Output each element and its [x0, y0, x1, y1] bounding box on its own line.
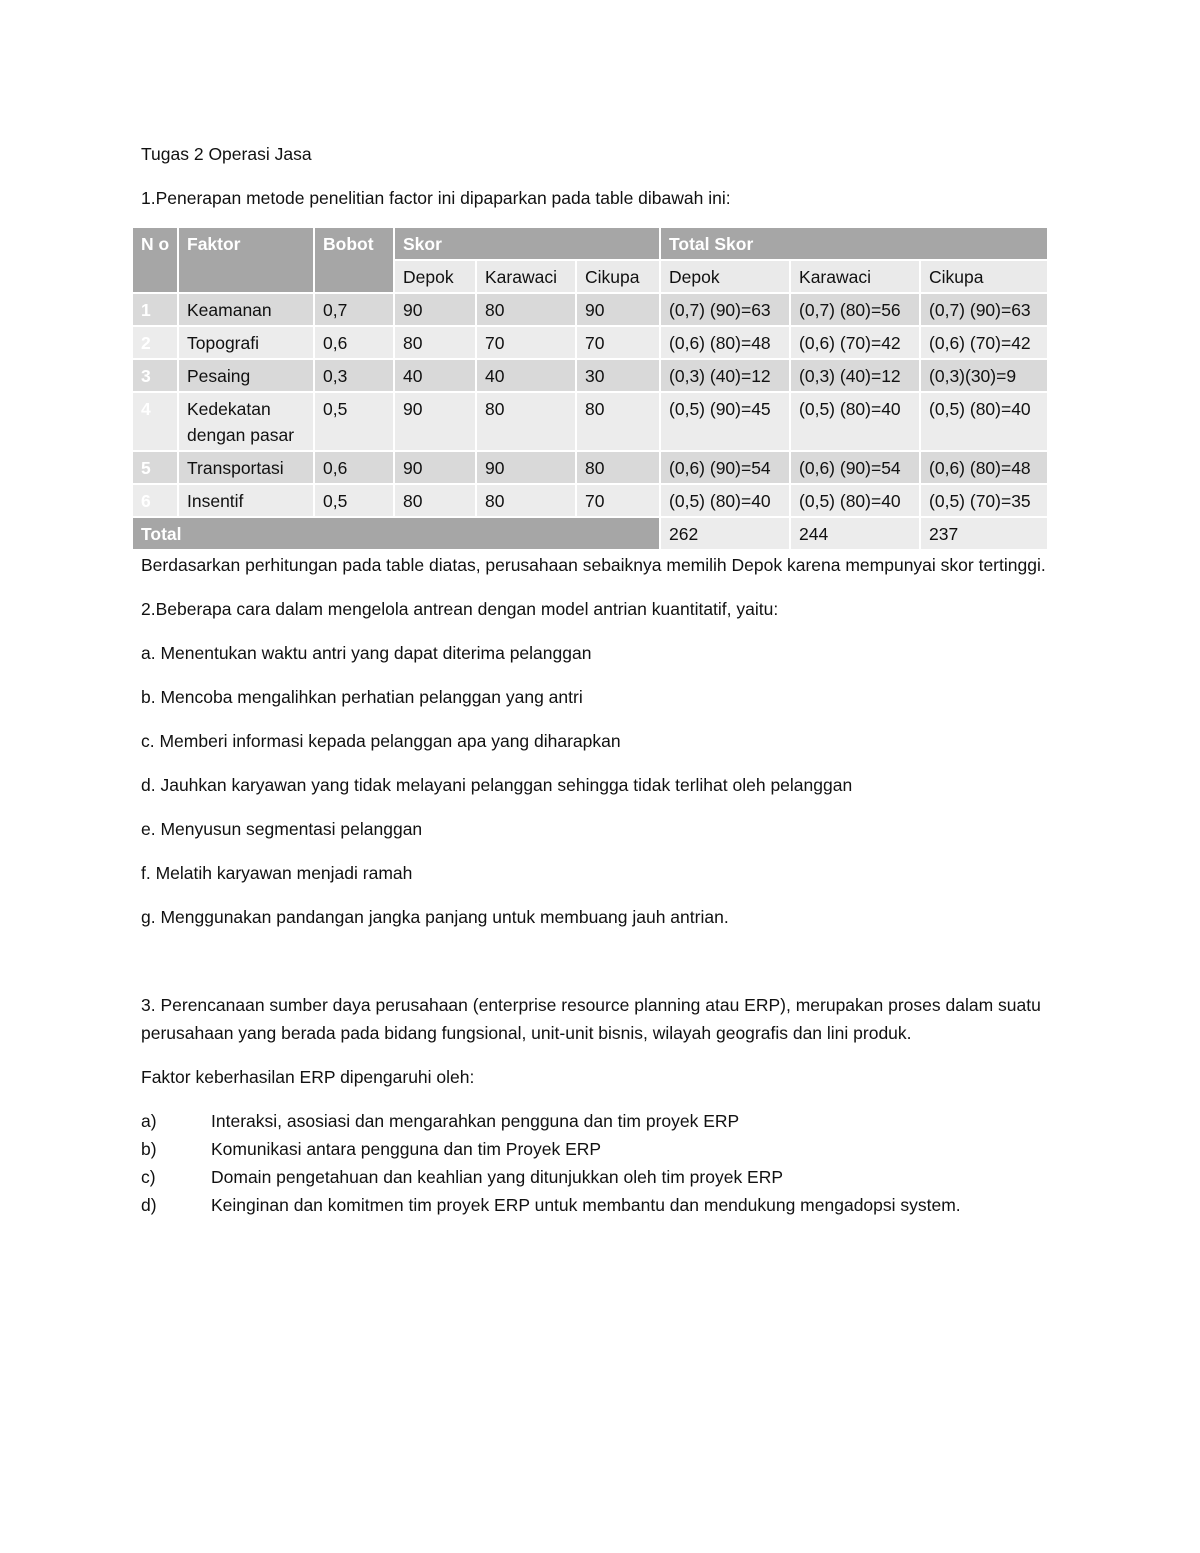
- row-bobot: 0,7: [314, 293, 394, 326]
- subheader-skor-karawaci: Karawaci: [476, 260, 576, 293]
- row-skor-cikupa: 70: [576, 484, 660, 517]
- list-item-text: Keinginan dan komitmen tim proyek ERP untuk membantu dan mendukung mengadopsi system.: [211, 1195, 961, 1215]
- row-skor-depok: 40: [394, 359, 476, 392]
- row-total-cikupa: (0,5) (80)=40: [920, 392, 1048, 451]
- row-skor-karawaci: 80: [476, 392, 576, 451]
- row-number: 6: [132, 484, 178, 517]
- row-faktor: Kedekatan dengan pasar: [178, 392, 314, 451]
- list-item: a. Menentukan waktu antri yang dapat diterima pelanggan: [141, 643, 592, 663]
- subheader-total-karawaci: Karawaci: [790, 260, 920, 293]
- list-item: [141, 1163, 1051, 1191]
- list-item: g. Menggunakan pandangan jangka panjang untuk membuang jauh antrian.: [141, 907, 729, 927]
- row-faktor: Pesaing: [178, 359, 314, 392]
- total-cikupa: 237: [920, 517, 1048, 550]
- list-item-text: Interaksi, asosiasi dan mengarahkan pengguna dan tim proyek ERP: [211, 1111, 740, 1131]
- row-skor-cikupa: 80: [576, 392, 660, 451]
- row-faktor: Transportasi: [178, 451, 314, 484]
- row-bobot: 0,6: [314, 326, 394, 359]
- list-item: e. Menyusun segmentasi pelanggan: [141, 819, 423, 839]
- row-skor-depok: 90: [394, 293, 476, 326]
- table-row: [132, 293, 1048, 326]
- row-total-cikupa: (0,5) (70)=35: [920, 484, 1048, 517]
- row-skor-depok: 80: [394, 484, 476, 517]
- document-page: [141, 140, 1051, 1219]
- row-total-karawaci: (0,3) (40)=12: [790, 359, 920, 392]
- table-row: [132, 484, 1048, 517]
- row-skor-cikupa: 70: [576, 326, 660, 359]
- table-row: [132, 392, 1048, 451]
- row-skor-cikupa: 80: [576, 451, 660, 484]
- row-total-depok: (0,6) (80)=48: [660, 326, 790, 359]
- row-number: 4: [132, 392, 178, 451]
- row-bobot: 0,3: [314, 359, 394, 392]
- row-total-depok: (0,5) (80)=40: [660, 484, 790, 517]
- row-number: 5: [132, 451, 178, 484]
- row-number: 1: [132, 293, 178, 326]
- row-skor-cikupa: 30: [576, 359, 660, 392]
- table-row: [132, 326, 1048, 359]
- row-skor-depok: 90: [394, 392, 476, 451]
- row-skor-karawaci: 80: [476, 484, 576, 517]
- row-skor-cikupa: 90: [576, 293, 660, 326]
- row-skor-depok: 90: [394, 451, 476, 484]
- document-title: Tugas 2 Operasi Jasa: [141, 144, 312, 164]
- row-total-karawaci: (0,5) (80)=40: [790, 392, 920, 451]
- total-label: Total: [132, 517, 660, 550]
- row-skor-karawaci: 70: [476, 326, 576, 359]
- row-total-karawaci: (0,7) (80)=56: [790, 293, 920, 326]
- list-item: d. Jauhkan karyawan yang tidak melayani pelanggan sehingga tidak terlihat oleh pelanggan: [141, 775, 853, 795]
- row-total-depok: (0,5) (90)=45: [660, 392, 790, 451]
- question-2-intro: 2.Beberapa cara dalam mengelola antrean dengan model antrian kuantitatif, yaitu:: [141, 599, 779, 619]
- total-row: [132, 517, 1048, 550]
- row-bobot: 0,5: [314, 484, 394, 517]
- header-total-skor: Total Skor: [660, 227, 1048, 260]
- row-faktor: Keamanan: [178, 293, 314, 326]
- row-total-cikupa: (0,7) (90)=63: [920, 293, 1048, 326]
- header-faktor: Faktor: [178, 227, 314, 293]
- list-item-text: Domain pengetahuan dan keahlian yang ditunjukkan oleh tim proyek ERP: [211, 1167, 784, 1187]
- row-total-depok: (0,6) (90)=54: [660, 451, 790, 484]
- list-item-label: a): [141, 1111, 157, 1131]
- list-item-label: b): [141, 1139, 157, 1159]
- total-karawaci: 244: [790, 517, 920, 550]
- question-1-intro: 1.Penerapan metode penelitian factor ini dipaparkan pada table dibawah ini:: [141, 188, 731, 208]
- row-skor-depok: 80: [394, 326, 476, 359]
- row-faktor: Insentif: [178, 484, 314, 517]
- row-bobot: 0,6: [314, 451, 394, 484]
- erp-factors-intro: Faktor keberhasilan ERP dipengaruhi oleh:: [141, 1067, 475, 1087]
- row-number: 2: [132, 326, 178, 359]
- subheader-skor-depok: Depok: [394, 260, 476, 293]
- row-total-cikupa: (0,6) (80)=48: [920, 451, 1048, 484]
- subheader-total-depok: Depok: [660, 260, 790, 293]
- row-total-karawaci: (0,6) (90)=54: [790, 451, 920, 484]
- list-item: f. Melatih karyawan menjadi ramah: [141, 863, 413, 883]
- header-no: N o: [132, 227, 178, 293]
- row-total-depok: (0,3) (40)=12: [660, 359, 790, 392]
- header-skor: Skor: [394, 227, 660, 260]
- row-total-depok: (0,7) (90)=63: [660, 293, 790, 326]
- row-total-karawaci: (0,5) (80)=40: [790, 484, 920, 517]
- list-item: [141, 1107, 1051, 1135]
- table-row: [132, 451, 1048, 484]
- row-total-karawaci: (0,6) (70)=42: [790, 326, 920, 359]
- row-faktor: Topografi: [178, 326, 314, 359]
- subheader-total-cikupa: Cikupa: [920, 260, 1048, 293]
- row-bobot: 0,5: [314, 392, 394, 451]
- conclusion-paragraph: Berdasarkan perhitungan pada table diatas, perusahaan sebaiknya memilih Depok karena mempunyai skor tertinggi.: [141, 555, 1046, 575]
- total-depok: 262: [660, 517, 790, 550]
- question-3-intro: 3. Perencanaan sumber daya perusahaan (enterprise resource planning atau ERP), merupakan proses dalam suatu perusahaan yang berada pada bidang fungsional, unit-unit bisnis, wilayah geografis dan lini produk.: [141, 995, 1041, 1043]
- list-item-label: c): [141, 1167, 156, 1187]
- row-skor-karawaci: 80: [476, 293, 576, 326]
- erp-factor-list: [141, 1107, 1051, 1219]
- row-total-cikupa: (0,6) (70)=42: [920, 326, 1048, 359]
- list-item: c. Memberi informasi kepada pelanggan apa yang diharapkan: [141, 731, 621, 751]
- row-skor-karawaci: 90: [476, 451, 576, 484]
- list-item: [141, 1191, 1051, 1219]
- factor-score-table: [131, 226, 1049, 551]
- list-item-label: d): [141, 1195, 157, 1215]
- list-item: [141, 1135, 1051, 1163]
- list-item: b. Mencoba mengalihkan perhatian pelanggan yang antri: [141, 687, 583, 707]
- row-total-cikupa: (0,3)(30)=9: [920, 359, 1048, 392]
- list-item-text: Komunikasi antara pengguna dan tim Proyek ERP: [211, 1139, 602, 1159]
- row-number: 3: [132, 359, 178, 392]
- table-row: [132, 359, 1048, 392]
- header-bobot: Bobot: [314, 227, 394, 293]
- row-skor-karawaci: 40: [476, 359, 576, 392]
- subheader-skor-cikupa: Cikupa: [576, 260, 660, 293]
